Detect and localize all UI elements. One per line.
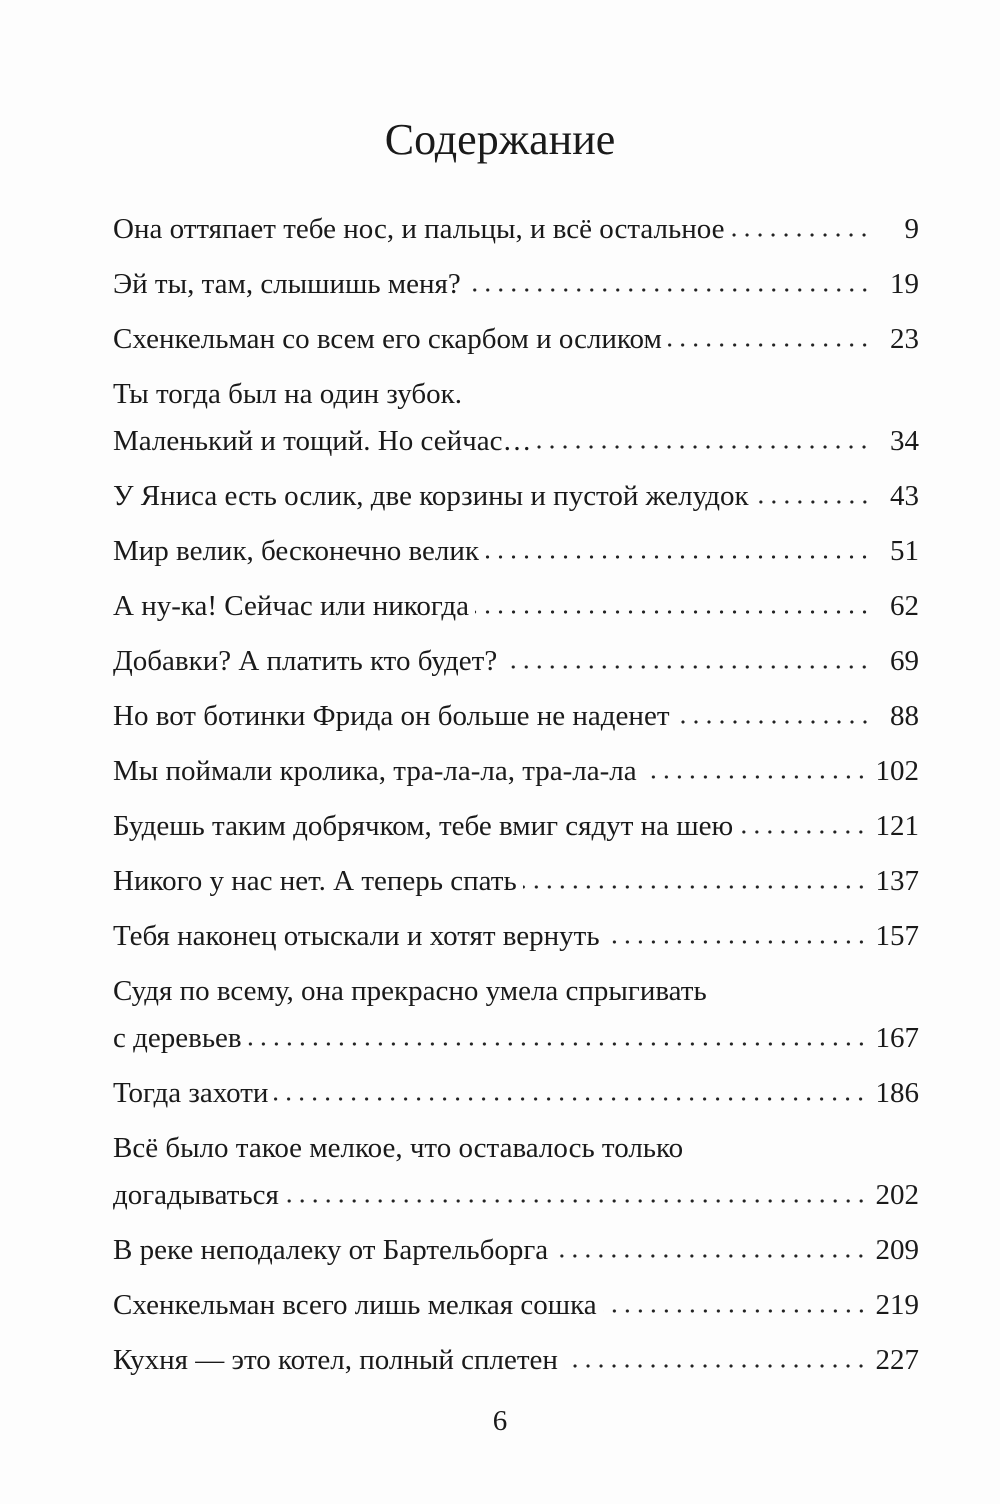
toc-entry-line (113, 1070, 919, 1117)
dot-leader (676, 719, 872, 725)
toc-entry-line (113, 261, 919, 308)
chapter-page-number: 121 (875, 810, 919, 842)
toc-entry[interactable] (113, 638, 919, 685)
toc-entry-line (113, 528, 919, 575)
chapter-title: В реке неподалеку от Бартельборга (113, 1234, 549, 1266)
toc-entry[interactable] (113, 206, 919, 253)
chapter-page-number: 23 (890, 323, 919, 355)
dot-leader (554, 1253, 867, 1259)
toc-entry-line (113, 583, 919, 630)
table-of-contents (113, 206, 919, 1392)
dot-leader (485, 554, 871, 560)
toc-entry-line (113, 418, 919, 465)
page-title: Содержание (384, 115, 616, 164)
toc-entry-line (113, 206, 919, 253)
toc-entry[interactable] (113, 693, 919, 740)
dot-leader (564, 1363, 868, 1369)
toc-entry-line (113, 748, 919, 795)
dot-leader (475, 609, 871, 615)
toc-entry-line (113, 913, 919, 960)
chapter-title: Никого у нас нет. А теперь спать (113, 865, 517, 897)
dot-leader (537, 444, 871, 450)
toc-entry[interactable] (113, 1227, 919, 1274)
dot-leader (606, 939, 868, 945)
dot-leader (755, 499, 871, 505)
chapter-page-number: 157 (875, 920, 919, 952)
chapter-title: Схенкельман со всем его скарбом и осликом (113, 323, 662, 355)
chapter-page-number: 102 (875, 755, 919, 787)
chapter-title: Добавки? А платить кто будет? (113, 645, 498, 677)
toc-entry[interactable] (113, 1125, 919, 1219)
chapter-title: с деревьев (113, 1022, 242, 1054)
toc-entry[interactable] (113, 528, 919, 575)
toc-entry-line (113, 803, 919, 850)
toc-entry-line (113, 1125, 919, 1172)
chapter-page-number: 19 (890, 268, 919, 300)
toc-entry-line (113, 1172, 919, 1219)
chapter-page-number: 43 (890, 480, 919, 512)
chapter-title: Кухня — это котел, полный сплетен (113, 1344, 558, 1376)
dot-leader (274, 1096, 867, 1102)
toc-entry[interactable] (113, 913, 919, 960)
chapter-page-number: 51 (890, 535, 919, 567)
chapter-page-number: 227 (875, 1344, 919, 1376)
toc-entry-line (113, 371, 919, 418)
dot-leader (248, 1041, 868, 1047)
toc-entry[interactable] (113, 316, 919, 363)
chapter-title: Будешь таким добрячком, тебе вмиг сядут на шею (113, 810, 734, 842)
toc-entry-line (113, 858, 919, 905)
dot-leader (603, 1308, 868, 1314)
chapter-title: Всё было такое мелкое, что оставалось только (113, 1132, 684, 1164)
toc-entry[interactable] (113, 968, 919, 1062)
chapter-title: А ну-ка! Сейчас или никогда (113, 590, 469, 622)
toc-entry-line (113, 693, 919, 740)
chapter-title: Но вот ботинки Фрида он больше не наденет (113, 700, 670, 732)
dot-leader (643, 774, 868, 780)
chapter-page-number: 202 (875, 1179, 919, 1211)
toc-entry-line (113, 1337, 919, 1384)
toc-entry[interactable] (113, 583, 919, 630)
chapter-title: Тебя наконец отыскали и хотят вернуть (113, 920, 600, 952)
toc-entry[interactable] (113, 748, 919, 795)
chapter-page-number: 62 (890, 590, 919, 622)
toc-entry[interactable] (113, 1282, 919, 1329)
toc-entry[interactable] (113, 803, 919, 850)
toc-entry-line (113, 638, 919, 685)
chapter-page-number: 9 (904, 213, 919, 245)
toc-entry-line (113, 1282, 919, 1329)
toc-entry[interactable] (113, 261, 919, 308)
chapter-title: Мир велик, бесконечно велик (113, 535, 479, 567)
chapter-title: Эй ты, там, слышишь меня? (113, 268, 461, 300)
chapter-title: Тогда захоти (113, 1077, 269, 1109)
dot-leader (668, 342, 871, 348)
dot-leader (285, 1198, 868, 1204)
chapter-title: Она оттяпает тебе нос, и пальцы, и всё остальное (113, 213, 725, 245)
toc-entry[interactable] (113, 371, 919, 465)
chapter-title: Маленький и тощий. Но сейчас… (113, 425, 532, 457)
toc-entry[interactable] (113, 858, 919, 905)
toc-entry[interactable] (113, 1337, 919, 1384)
chapter-title: У Яниса есть ослик, две корзины и пустой желудок (113, 480, 749, 512)
chapter-page-number: 186 (875, 1077, 919, 1109)
chapter-page-number: 34 (890, 425, 919, 457)
dot-leader (523, 884, 868, 890)
dot-leader (739, 829, 867, 835)
chapter-page-number: 137 (875, 865, 919, 897)
chapter-title: догадываться (113, 1179, 279, 1211)
toc-entry[interactable] (113, 1070, 919, 1117)
chapter-page-number: 88 (890, 700, 919, 732)
chapter-page-number: 167 (875, 1022, 919, 1054)
chapter-page-number: 219 (875, 1289, 919, 1321)
chapter-title: Мы поймали кролика, тра-ла-ла, тра-ла-ла (113, 755, 637, 787)
toc-entry[interactable] (113, 473, 919, 520)
chapter-page-number: 69 (890, 645, 919, 677)
page-number: 6 (492, 1405, 508, 1437)
chapter-title: Ты тогда был на один зубок. (113, 378, 462, 410)
toc-entry-line (113, 316, 919, 363)
dot-leader (730, 232, 871, 238)
toc-entry-line (113, 1015, 919, 1062)
chapter-page-number: 209 (875, 1234, 919, 1266)
toc-entry-line (113, 1227, 919, 1274)
dot-leader (467, 287, 871, 293)
toc-entry-line (113, 473, 919, 520)
chapter-title: Схенкельман всего лишь мелкая сошка (113, 1289, 597, 1321)
chapter-title: Судя по всему, она прекрасно умела спрыгивать (113, 975, 707, 1007)
dot-leader (503, 664, 871, 670)
toc-entry-line (113, 968, 919, 1015)
